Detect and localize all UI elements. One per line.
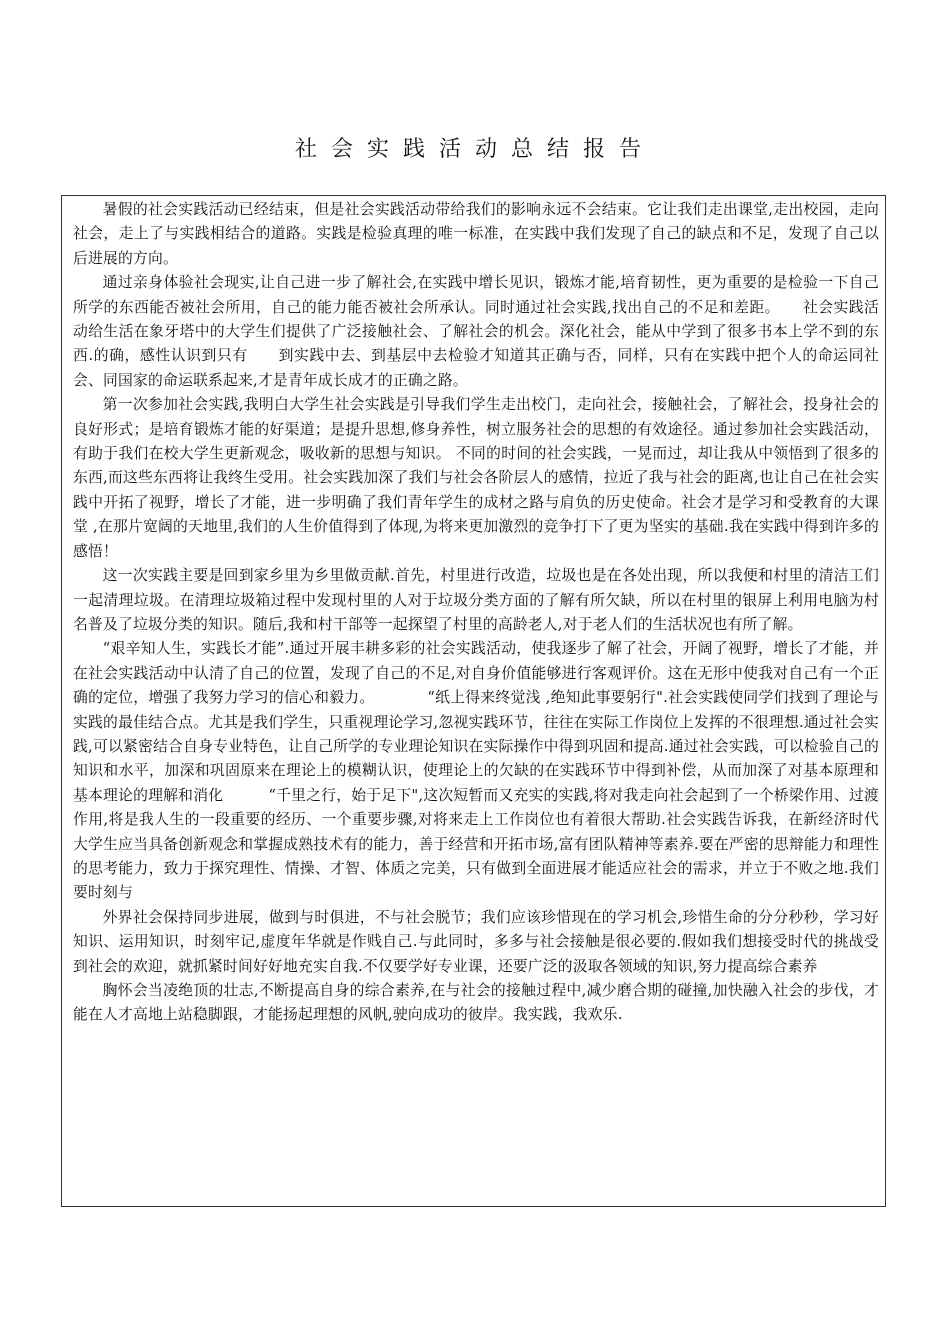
paragraph-3: 第一次参加社会实践,我明白大学生社会实践是引导我们学生走出校门，走向社会，接触社会，了解社会，投身社会的良好形式；是培育锻炼才能的好渠道；是提升思想,修身养性，树立服务社会的思想的有效途径。通过参加社会实践活动，有助于我们在校大学生更新观念，吸收新的思想与知识。 不同的时间的社会实践，一晃而过，却让我从中领悟到了很多的东西,而这些东西将让我终生受用。社会实践加深了我们与社会各阶层人的感情，拉近了我与社会的距离,也让自己在社会实践中开拓了视野，增长了才能，进一步明确了我们青年学生的成材之路与肩负的历史使命。社会才是学习和受教育的大课堂 ,在那片宽阔的天地里,我们的人生价值得到了体现,为将来更加激烈的竞争打下了更为坚实的基础.我在实践中得到许多的感悟！	[73, 396, 879, 560]
paragraph-5: “艰辛知人生，实践长才能”.通过开展丰耕多彩的社会实践活动，使我逐步了解了社会，开阔了视野，增长了才能，并在社会实践活动中认清了自己的位置，发现了自己的不足,对自身价值能够进行客观评价。这在无形中使我对自己有一个正确的定位，增强了我努力学习的信心和毅力。 “纸上得来终觉浅 ,绝知此事要躬行".社会实践使同学们找到了理论与实践的最佳结合点。尤其是我们学生，只重视理论学习,忽视实践环节，往往在实际工作岗位上发挥的不很理想.通过社会实践,可以紧密结合自身专业特色，让自己所学的专业理论知识在实际操作中得到巩固和提高.通过社会实践，可以检验自己的知识和水平，加深和巩固原来在理论上的模糊认识，使理论上的欠缺的在实践环节中得到补偿，从而加深了对基本原理和基本理论的理解和消化 “千里之行，始于足下",这次短暂而又充实的实践,将对我走向社会起到了一个桥梁作用、过渡作用,将是我人生的一段重要的经历、一个重要步骤,对将来走上工作岗位也有着很大帮助.社会实践告诉我，在新经济时代大学生应当具备创新观念和掌握成熟技术有的能力，善于经营和开拓市场,富有团队精神等素养.要在严密的思辩能力和理性的思考能力，致力于探究理性、情操、才智、体质之完美，只有做到全面进展才能适应社会的需求，并立于不败之地.我们要时刻与	[73, 640, 879, 902]
paragraph-1: 暑假的社会实践活动已经结束，但是社会实践活动带给我们的影响永远不会结束。它让我们走出课堂,走出校园，走向社会，走上了与实践相结合的道路。实践是检验真理的唯一标准，在实践中我们发现了自己的缺点和不足，发现了自己以后进展的方向。	[73, 201, 879, 267]
paragraph-2: 通过亲身体验社会现实,让自己进一步了解社会,在实践中增长见识，锻炼才能,培育韧性，更为重要的是检验一下自己所学的东西能否被社会所用，自己的能力能否被社会所承认。同时通过社会实践,找出自己的不足和差距。 社会实践活动给生活在象牙塔中的大学生们提供了广泛接触社会、了解社会的机会。深化社会，能从中学到了很多书本上学不到的东西.的确，感性认识到只有 到实践中去、到基层中去检验才知道其正确与否，同样，只有在实践中把个人的命运同社会、同国家的命运联系起来,才是青年成长成才的正确之路。	[73, 274, 879, 389]
report-body-box	[61, 195, 886, 1207]
page-title: 社会实践活动总结报告	[294, 137, 655, 162]
paragraph-6: 外界社会保持同步进展，做到与时俱进，不与社会脱节；我们应该珍惜现在的学习机会,珍惜生命的分分秒秒，学习好知识、运用知识，时刻牢记,虚度年华就是作贱自己.与此同时，多多与社会接触是很必要的.假如我们想接受时代的挑战受到社会的欢迎，就抓紧时间好好地充实自我.不仅要学好专业课，还要广泛的汲取各领域的知识,努力提高综合素养	[73, 908, 879, 975]
paragraph-7: 胸怀会当凌绝顶的壮志,不断提高自身的综合素养,在与社会的接触过程中,减少磨合期的碰撞,加快融入社会的步伐，才能在人才高地上站稳脚跟，才能扬起理想的风帆,驶向成功的彼岸。我实践，我欢乐.	[73, 982, 879, 1024]
paragraph-4: 这一次实践主要是回到家乡里为乡里做贡献.首先，村里进行改造，垃圾也是在各处出现，所以我便和村里的清洁工们一起清理垃圾。在清理垃圾箱过程中发现村里的人对于垃圾分类方面的了解有所欠缺，所以在村里的银屏上利用电脑为村名普及了垃圾分类的知识。随后,我和村干部等一起探望了村里的高龄老人,对于老人们的生活状况也有所了解。	[73, 567, 879, 633]
